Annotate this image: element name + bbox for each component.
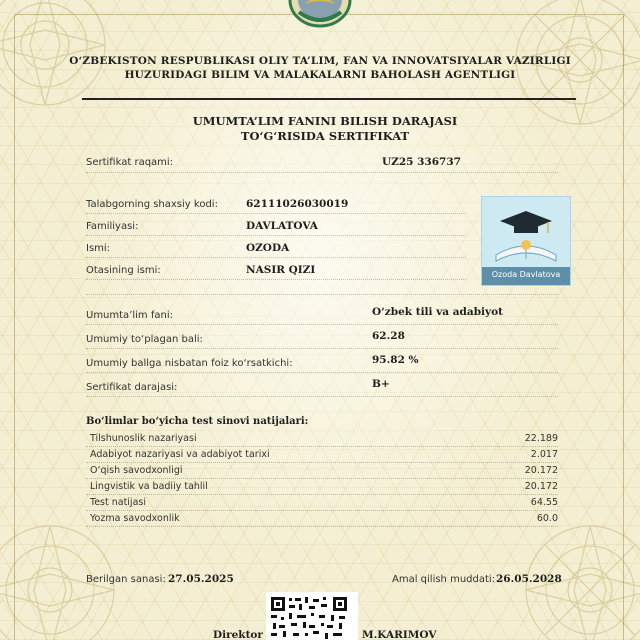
divider bbox=[86, 396, 558, 397]
certificate-level: B+ bbox=[372, 378, 390, 390]
percent-label: Umumiy ballga nisbatan foiz ko‘rsatkichi: bbox=[86, 358, 293, 369]
divider bbox=[86, 294, 558, 295]
subject-label: Umumta’lim fani: bbox=[86, 310, 173, 321]
qr-code[interactable] bbox=[266, 592, 358, 640]
personal-id: 62111026030019 bbox=[246, 198, 349, 210]
section-name: Tilshunoslik nazariyasi bbox=[90, 433, 197, 444]
section-score: 2.017 bbox=[530, 449, 558, 460]
director-name: M.KARIMOV bbox=[362, 629, 437, 640]
header-divider bbox=[82, 98, 576, 100]
surname: DAVLATOVA bbox=[246, 220, 318, 232]
divider bbox=[86, 213, 466, 214]
section-name: Adabiyot nazariyasi va adabiyot tarixi bbox=[90, 449, 270, 460]
level-label: Sertifikat darajasi: bbox=[86, 382, 178, 393]
agency-line-1: O‘ZBEKISTON RESPUBLIKASI OLIY TA’LIM, FAN VA INNOVATSIYALAR VAZIRLIGI bbox=[69, 55, 571, 67]
total-score-label: Umumiy to‘plagan bali: bbox=[86, 334, 203, 345]
agency-line-2: HUZURIDAGI BILIM VA MALAKALARNI BAHOLASH AGENTLIGI bbox=[124, 69, 516, 81]
total-score: 62.28 bbox=[372, 330, 405, 342]
divider bbox=[86, 348, 558, 349]
section-row bbox=[86, 449, 558, 463]
holder-photo bbox=[481, 196, 571, 286]
director-label: Direktor bbox=[213, 629, 263, 640]
section-score: 20.172 bbox=[524, 481, 558, 492]
certificate-number-label: Sertifikat raqami: bbox=[86, 157, 174, 168]
divider bbox=[86, 172, 558, 173]
certificate-number: UZ25 336737 bbox=[382, 156, 461, 168]
section-row bbox=[86, 513, 558, 527]
qr-code-icon bbox=[269, 595, 349, 640]
section-row bbox=[86, 433, 558, 447]
percent: 95.82 % bbox=[372, 354, 419, 366]
section-name: Lingvistik va badiiy tahlil bbox=[90, 481, 208, 492]
divider bbox=[86, 324, 558, 325]
issue-date: 27.05.2025 bbox=[168, 573, 234, 585]
surname-label: Familiyasi: bbox=[86, 221, 139, 232]
subject: O‘zbek tili va adabiyot bbox=[372, 306, 503, 318]
section-name: Test natijasi bbox=[90, 497, 146, 508]
section-score: 64.55 bbox=[530, 497, 558, 508]
valid-until: 26.05.2028 bbox=[496, 573, 562, 585]
photo-caption: Ozoda Davlatova bbox=[491, 270, 561, 279]
patronymic-label: Otasining ismi: bbox=[86, 265, 161, 276]
personal-id-label: Talabgorning shaxsiy kodi: bbox=[86, 199, 218, 210]
issue-date-label: Berilgan sanasi: bbox=[86, 574, 166, 585]
divider bbox=[86, 372, 558, 373]
section-score: 22.189 bbox=[524, 433, 558, 444]
certificate-frame bbox=[14, 14, 624, 640]
section-row bbox=[86, 465, 558, 479]
divider bbox=[86, 235, 466, 236]
name-label: Ismi: bbox=[86, 243, 111, 254]
section-row bbox=[86, 497, 558, 511]
sections-heading: Bo‘limlar bo‘yicha test sinovi natijalari: bbox=[86, 416, 309, 427]
certificate-title-line-2: TO‘G‘RISIDA SERTIFIKAT bbox=[240, 129, 410, 143]
state-emblem-icon bbox=[285, 0, 355, 28]
patronymic: NASIR QIZI bbox=[246, 264, 316, 276]
section-score: 60.0 bbox=[536, 513, 558, 524]
divider bbox=[86, 279, 466, 280]
section-name: O‘qish savodxonligi bbox=[90, 465, 183, 476]
first-name: OZODA bbox=[246, 242, 290, 254]
section-name: Yozma savodxonlik bbox=[90, 513, 180, 524]
section-score: 20.172 bbox=[524, 465, 558, 476]
certificate-title-line-1: UMUMTA’LIM FANINI BILISH DARAJASI bbox=[192, 114, 458, 128]
divider bbox=[86, 257, 466, 258]
section-row bbox=[86, 481, 558, 495]
valid-until-label: Amal qilish muddati: bbox=[392, 574, 496, 585]
